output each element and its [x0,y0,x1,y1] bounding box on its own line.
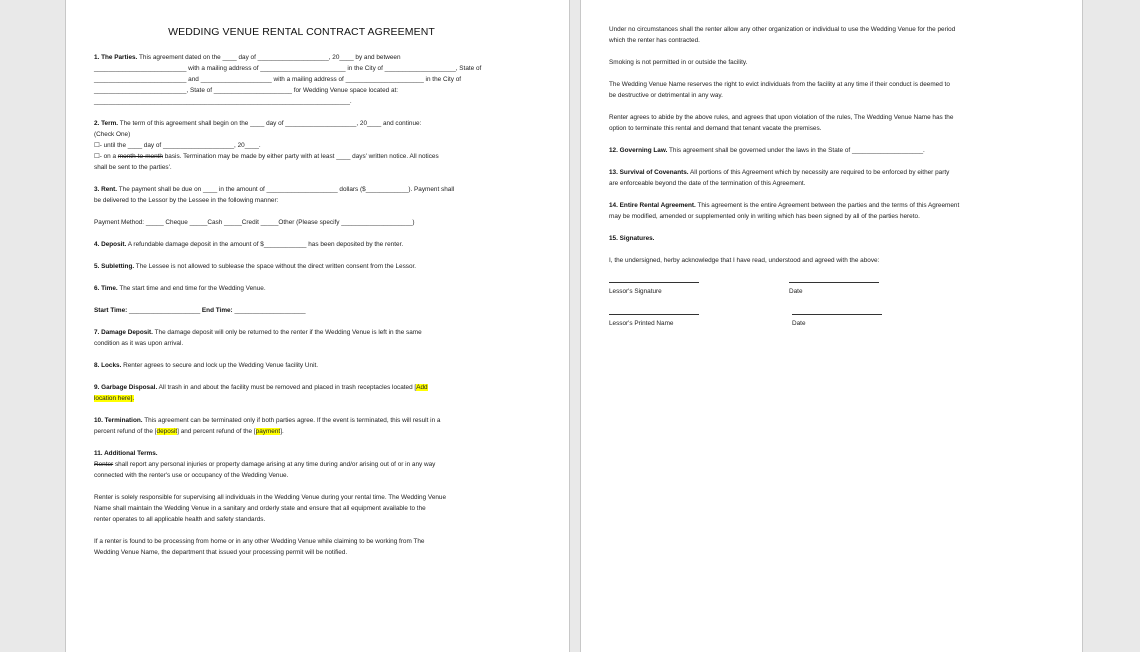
section-subletting [94,261,514,272]
struck-text: month-to-month [117,153,163,160]
section-text: Wedding Venue Name, the department that issued your processing permit will be notified. [94,549,348,556]
section-text: condition as it was upon arrival. [94,340,184,347]
paragraph-use [609,24,1029,46]
section-text: The start time and end time for the Wedding Venue. [117,285,266,292]
start-time-label: Start Time: [94,307,128,314]
highlighted-placeholder: Add [416,384,428,391]
section-text: be delivered to the Lessor by the Lessee in the following manner: [94,197,279,204]
acknowledgement: I, the undersigned, herby acknowledge that I have read, understood and agreed with the above: [609,257,880,264]
section-text: Renter is solely responsible for supervising all individuals in the Wedding Venue during your rental time. The Wedding Venue [94,494,447,501]
payment-method-line: Payment Method: _____ Cheque _____Cash _____Credit _____Other (Please specify ____________________) [94,219,415,226]
page-gap-strip [570,0,580,652]
section-heading: 14. Entire Rental Agreement. [609,202,696,209]
section-deposit [94,239,514,250]
section-heading: 10. Termination. [94,417,143,424]
section-text: __________________________ with a mailing address of ________________________ in the City of ____________________, State of [94,65,482,72]
lessor-signature-label: Lessor's Signature [609,288,662,295]
section-text: ☐- on a [94,153,118,160]
section-text: All portions of this Agreement which by necessity are required to be enforced by either party [688,169,950,176]
section-additional-terms [94,448,514,481]
section-text: A refundable damage deposit in the amount of $____________ has been deposited by the renter. [126,241,404,248]
section-text: The payment shall be due on ____ in the amount of ____________________ dollars ($____________). Payment shall [117,186,455,193]
printed-name-date-line[interactable] [792,314,882,315]
signature-row [609,282,1029,300]
section-text: are enforceable beyond the date of the termination of this Agreement. [609,180,806,187]
section-text: This agreement dated on the ____ day of ____________________, 20____ by and between [137,54,401,61]
section-text: percent refund of the [ [94,428,157,435]
printed-name-date-label: Date [792,320,806,327]
paragraph-smoking: Smoking is not permitted in or outside the facility. [609,59,748,66]
checkbox-option-until[interactable]: ☐- until the ____ day of ____________________, 20____. [94,142,261,149]
end-time-blank[interactable]: ____________________ [232,307,306,314]
section-text: connected with the renter's use or occupancy of the Wedding Venue. [94,472,289,479]
lessor-signature-line[interactable] [609,282,699,283]
section-parties [94,52,514,107]
section-text: option to terminate this rental and demand that tenant vacate the premises. [609,125,822,132]
section-text: The Wedding Venue Name reserves the right to evict individuals from the facility at any time if their conduct is deemed to [609,81,950,88]
page-1 [65,0,570,652]
paragraph-abide [609,112,1029,134]
signature-date-label: Date [789,288,803,295]
highlighted-placeholder: deposit [156,428,178,435]
page-2-content [609,24,1029,332]
lessor-printed-name-label: Lessor's Printed Name [609,320,674,327]
paragraph-evict [609,79,1029,101]
section-text: ] and percent refund of the [ [177,428,256,435]
section-text: renter operates to all applicable health and safety standards. [94,516,266,523]
section-locks [94,360,514,371]
section-heading: 13. Survival of Covenants. [609,169,689,176]
section-text: The term of this agreement shall begin on the ____ day of ____________________, 20____ and continue: [118,120,422,127]
section-heading: 15. Signatures. [609,235,655,242]
highlighted-placeholder: location here [94,395,131,402]
section-signatures [609,233,1029,244]
paragraph-supervision [94,492,514,525]
right-margin-strip [1083,0,1140,652]
section-heading: 2. Term. [94,120,119,127]
section-term [94,118,514,173]
section-text: This agreement can be terminated only if both parties agree. If the event is terminated, this will result in a [142,417,441,424]
section-heading: 12. Governing Law. [609,147,668,154]
checkbox-option-month-to-month[interactable] [94,151,514,162]
section-text: shall be sent to the parties'. [94,164,172,171]
section-heading: 3. Rent. [94,186,118,193]
section-text: Name shall maintain the Wedding Venue in a sanitary and orderly state and ensure that all equipment available to the [94,505,426,512]
lessor-printed-name-line[interactable] [609,314,699,315]
section-time [94,283,514,294]
page-1-content [94,24,514,569]
section-text: ]. [130,395,135,402]
section-heading: 7. Damage Deposit. [94,329,153,336]
section-text: __________________________, State of ______________________ for Wedding Venue space located at: [94,87,399,94]
section-entire-agreement [609,200,1029,222]
section-termination [94,415,514,437]
section-survival [609,167,1029,189]
section-text: basis. Termination may be made by either party with at least ____ days' written notice. All notices [162,153,439,160]
section-heading: 9. Garbage Disposal. [94,384,158,391]
section-damage-deposit [94,327,514,349]
highlighted-placeholder: payment [255,428,281,435]
section-text: Renter agrees to secure and lock up the Wedding Venue facility Unit. [121,362,319,369]
section-text: This agreement is the entire Agreement between the parties and the terms of this Agreement [695,202,960,209]
left-margin-strip [0,0,65,652]
section-text: If a renter is found to be processing from home or in any other Wedding Venue while claiming to be working from The [94,538,425,545]
section-heading: 4. Deposit. [94,241,127,248]
section-heading: 11. Additional Terms. [94,450,158,457]
section-text: The damage deposit will only be returned to the renter if the Wedding Venue is left in the same [152,329,422,336]
end-time-label: End Time: [201,307,233,314]
section-rent [94,184,514,206]
section-text: Under no circumstances shall the renter allow any other organization or individual to use the Wedding Venue for the period [609,26,956,33]
paragraph-processing [94,536,514,558]
section-heading: 5. Subletting. [94,263,135,270]
document-title: WEDDING VENUE RENTAL CONTRACT AGREEMENT [168,26,435,38]
section-text: (Check One) [94,131,131,138]
section-text: __________________________ and ____________________ with a mailing address of ______________________ in the City of [94,76,462,83]
start-time-blank[interactable]: ____________________ [127,307,202,314]
section-governing-law [609,145,1029,156]
section-text: Renter agrees to abide by the above rules, and agrees that upon violation of the rules, The Wedding Venue Name has the [609,114,954,121]
page-2 [580,0,1083,652]
section-text: This agreement shall be governed under the laws in the State of ____________________. [667,147,925,154]
section-text: may be modified, amended or supplemented only in writing which has been signed by all of the parties hereto. [609,213,920,220]
section-text: All trash in and about the facility must be removed and placed in trash receptacles located [ [157,384,417,391]
printed-name-row [609,314,1029,332]
section-text: be destructive or detrimental in any way. [609,92,723,99]
time-fields [94,305,514,316]
section-text: shall report any personal injuries or property damage arising at any time during and/or arising out of or in any way [113,461,436,468]
section-text: ________________________________________________________________________. [94,98,352,105]
section-text: ]. [280,428,284,435]
section-heading: 8. Locks. [94,362,122,369]
section-text: The Lessee is not allowed to sublease the space without the direct written consent from the Lessor. [134,263,417,270]
struck-text: Renter [94,461,114,468]
signature-date-line[interactable] [789,282,879,283]
section-garbage [94,382,514,404]
section-heading: 6. Time. [94,285,118,292]
section-text: which the renter has contracted. [609,37,700,44]
section-heading: 1. The Parties. [94,54,138,61]
